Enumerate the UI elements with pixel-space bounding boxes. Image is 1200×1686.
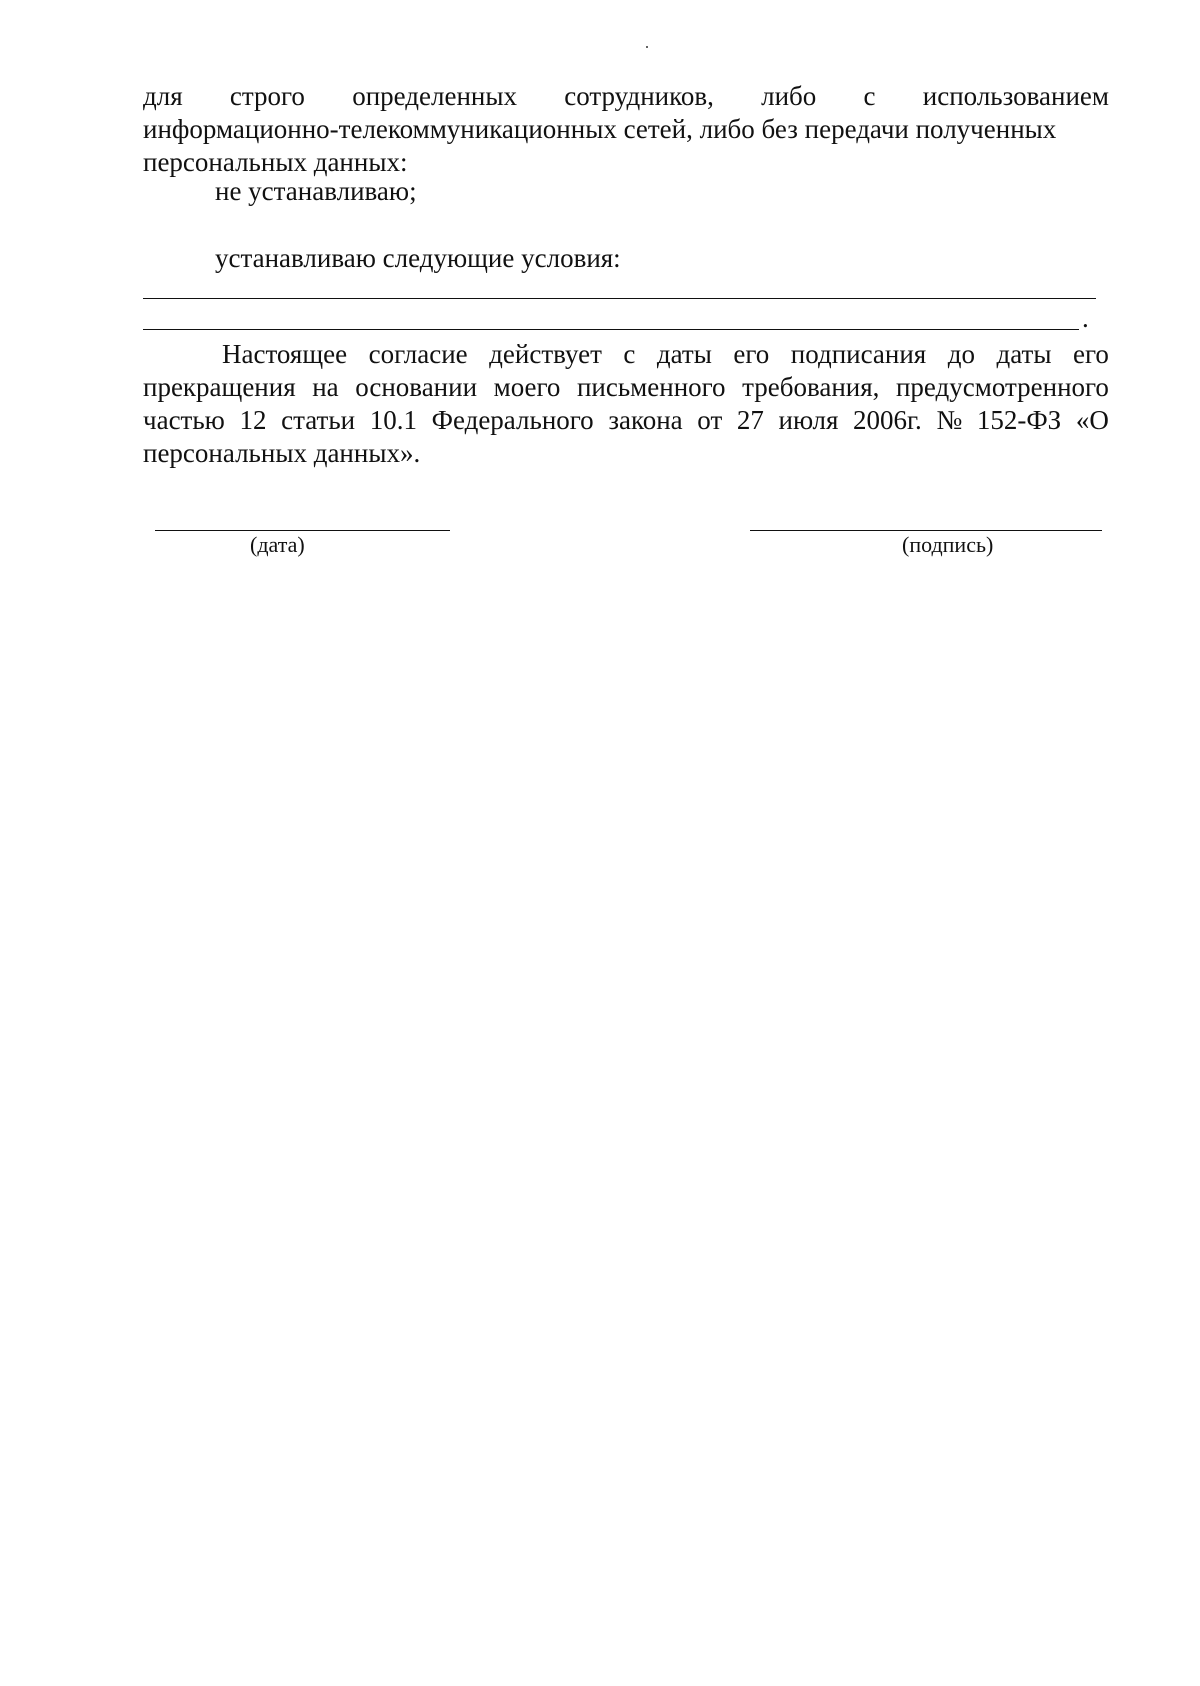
word: частью: [143, 405, 225, 435]
conditions-blank-line-1: [143, 298, 1096, 299]
word: «О: [1075, 405, 1109, 435]
word: даты: [996, 339, 1052, 369]
date-caption: (дата): [250, 532, 305, 557]
word: июля: [778, 405, 839, 435]
word: использованием: [922, 81, 1109, 111]
paragraph2-line1: [143, 338, 1109, 371]
option-establish-conditions: устанавливаю следующие условия:: [215, 243, 621, 273]
word: закона: [608, 405, 683, 435]
word: №: [936, 405, 963, 435]
signature-blank-line: [750, 530, 1102, 531]
paragraph2-line4: персональных данных».: [143, 438, 421, 468]
word: 10.1: [369, 405, 417, 435]
word: 2006г.: [853, 405, 922, 435]
paragraph1-line1: [143, 80, 1109, 113]
paragraph1-line3: персональных данных:: [143, 147, 408, 177]
option-not-establish: не устанавливаю;: [215, 176, 417, 206]
paragraph-processing-conditions: [143, 80, 1109, 179]
word: согласие: [368, 339, 468, 369]
word: действует: [489, 339, 602, 369]
word: статьи: [281, 405, 356, 435]
word: от: [697, 405, 723, 435]
word: до: [947, 339, 975, 369]
word: моего: [493, 372, 561, 402]
word: сотрудников,: [564, 81, 714, 111]
conditions-blank-line-2: [143, 329, 1079, 330]
word: 152-ФЗ: [976, 405, 1062, 435]
word: либо: [761, 81, 817, 111]
word: письменного: [576, 372, 726, 402]
word: Федерального: [431, 405, 594, 435]
word: строго: [229, 81, 305, 111]
word: требования,: [742, 372, 880, 402]
word: 27: [736, 405, 764, 435]
date-blank-line: [155, 530, 450, 531]
word: на: [312, 372, 339, 402]
word: с: [623, 339, 636, 369]
word: прекращения: [143, 372, 296, 402]
signature-caption: (подпись): [902, 532, 994, 557]
paragraph2-line2: [143, 371, 1109, 404]
word: Настоящее: [222, 339, 348, 369]
paragraph1-line2: информационно-телекоммуникационных сетей, либо без передачи полученных: [143, 114, 1057, 144]
word: его: [733, 339, 770, 369]
word: с: [863, 81, 876, 111]
scan-speck: [646, 46, 648, 48]
word: определенных: [352, 81, 517, 111]
paragraph2-line3: [143, 404, 1109, 437]
word: для: [143, 81, 183, 111]
paragraph-consent-validity: [143, 338, 1109, 470]
word: 12: [239, 405, 267, 435]
word: предусмотренного: [895, 372, 1109, 402]
word: его: [1072, 339, 1109, 369]
word: даты: [656, 339, 712, 369]
conditions-end-mark: .: [1082, 303, 1089, 333]
word: подписания: [790, 339, 927, 369]
word: основании: [355, 372, 478, 402]
